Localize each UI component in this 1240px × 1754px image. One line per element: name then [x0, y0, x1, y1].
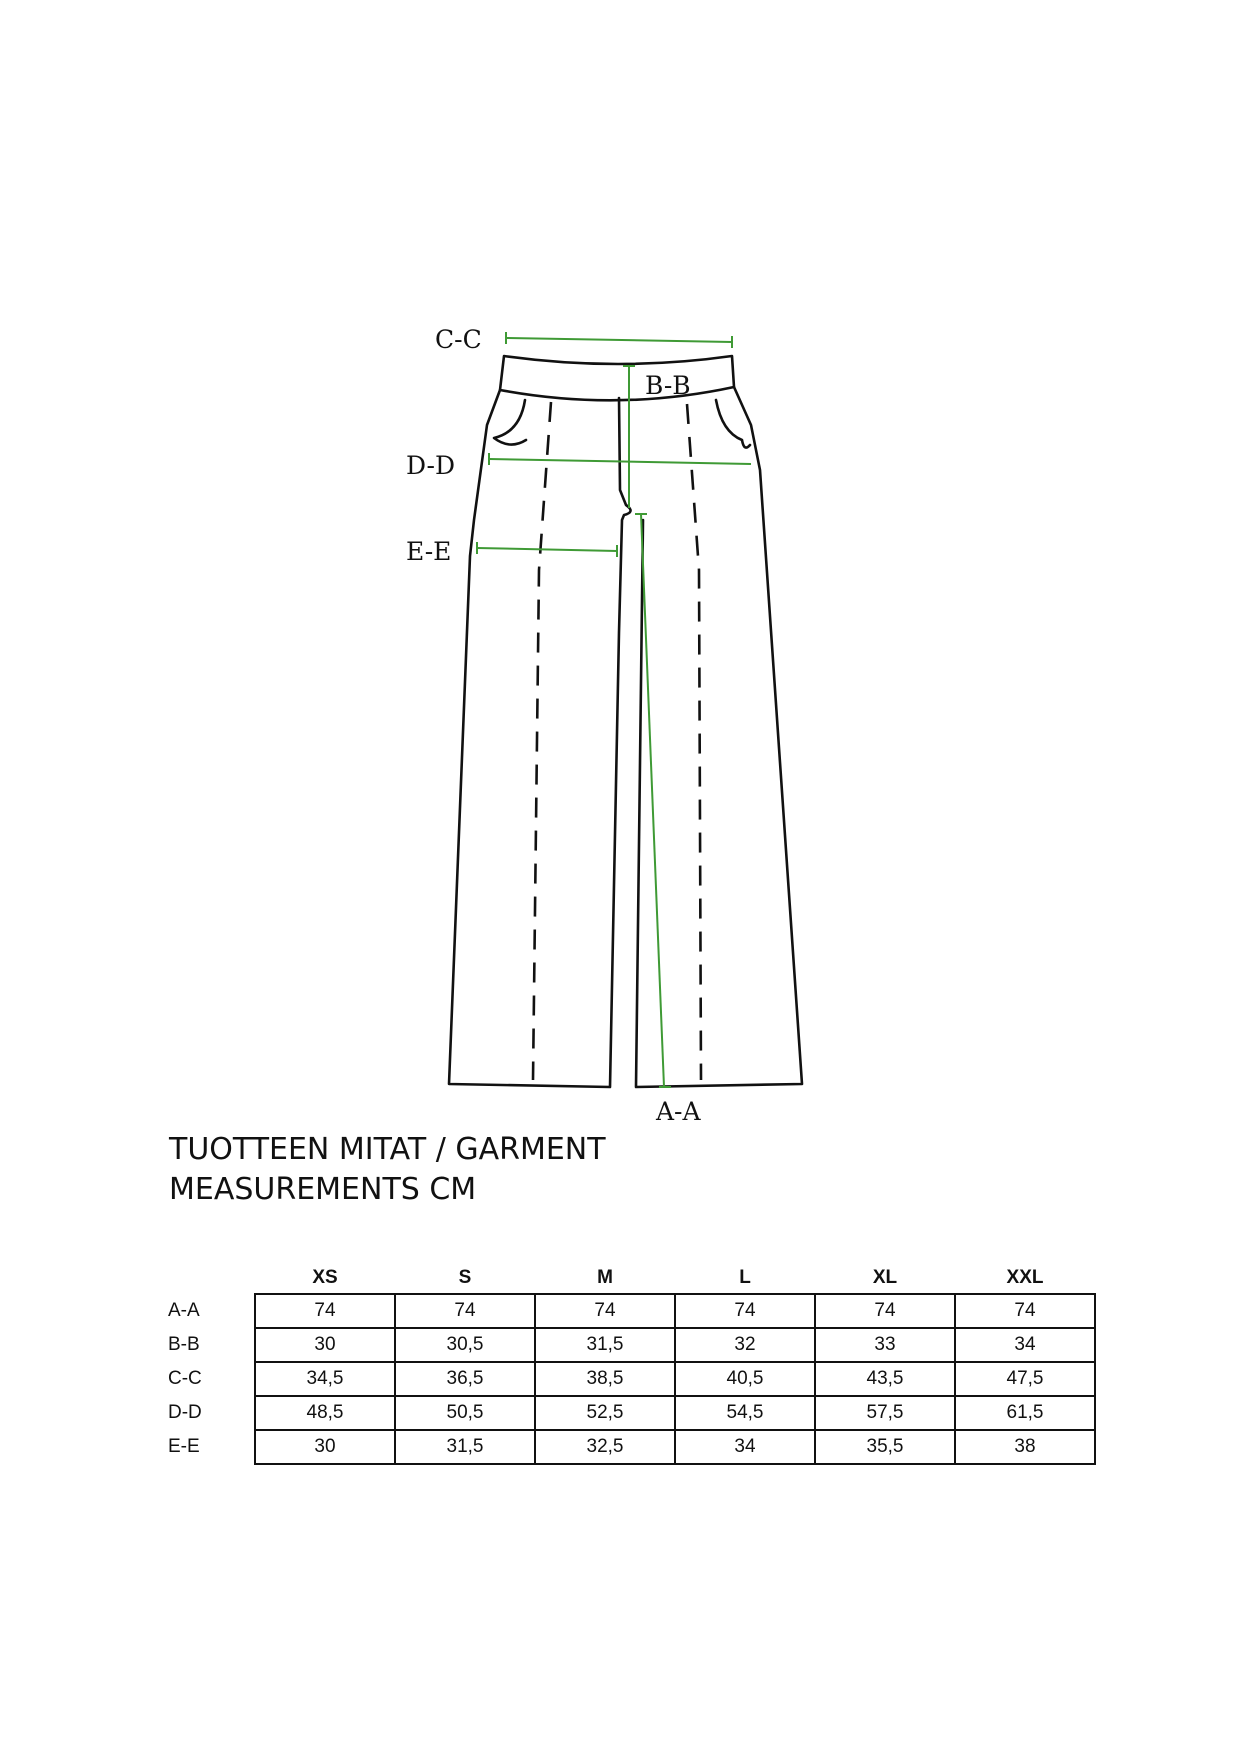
table-cell: 34: [955, 1328, 1095, 1362]
table-cell: 61,5: [955, 1396, 1095, 1430]
left-pocket: [494, 400, 526, 445]
table-cell: 48,5: [255, 1396, 395, 1430]
table-cell: 74: [395, 1294, 535, 1328]
size-measurements-table: [160, 1263, 1096, 1465]
table-cell: 35,5: [815, 1430, 955, 1464]
table-cell: 30: [255, 1328, 395, 1362]
table-cell: 38: [955, 1430, 1095, 1464]
size-header-l: L: [739, 1267, 751, 1288]
table-cell: 36,5: [395, 1362, 535, 1396]
table-cell: 43,5: [815, 1362, 955, 1396]
table-cell: 52,5: [535, 1396, 675, 1430]
row-label: B-B: [168, 1334, 200, 1355]
table-cell: 74: [535, 1294, 675, 1328]
table-row: [160, 1294, 1095, 1328]
size-header-m: M: [597, 1267, 613, 1288]
table-cell: 30,5: [395, 1328, 535, 1362]
label-aa: A-A: [656, 1097, 701, 1126]
table-corner: [160, 1263, 255, 1294]
table-cell: 32,5: [535, 1430, 675, 1464]
measure-line-bb: [623, 366, 635, 508]
table-cell: 74: [255, 1294, 395, 1328]
measure-line-cc: [506, 332, 732, 348]
right-pocket: [716, 400, 750, 448]
row-label: C-C: [168, 1368, 202, 1389]
table-cell: 30: [255, 1430, 395, 1464]
table-row: [160, 1328, 1095, 1362]
table-cell: 74: [815, 1294, 955, 1328]
table-cell: 34,5: [255, 1362, 395, 1396]
label-bb: B-B: [645, 371, 691, 400]
table-row: [160, 1396, 1095, 1430]
size-header-xxl: XXL: [1006, 1267, 1044, 1288]
waistband-outline: [500, 356, 734, 400]
page-title: [169, 1130, 606, 1210]
table-cell: 38,5: [535, 1362, 675, 1396]
table-cell: 50,5: [395, 1396, 535, 1430]
label-dd: D-D: [406, 451, 455, 480]
label-cc: C-C: [435, 325, 482, 354]
size-header-xs: XS: [312, 1267, 338, 1288]
table-cell: 31,5: [535, 1328, 675, 1362]
table-cell: 57,5: [815, 1396, 955, 1430]
table-cell: 33: [815, 1328, 955, 1362]
table-row: [160, 1430, 1095, 1464]
row-label: E-E: [168, 1436, 200, 1457]
label-ee: E-E: [406, 537, 452, 566]
table-cell: 40,5: [675, 1362, 815, 1396]
table-cell: 47,5: [955, 1362, 1095, 1396]
row-label: A-A: [168, 1300, 200, 1321]
row-label: D-D: [168, 1402, 202, 1423]
table-cell: 32: [675, 1328, 815, 1362]
size-header-row: [160, 1263, 1095, 1294]
table-cell: 31,5: [395, 1430, 535, 1464]
table-cell: 74: [675, 1294, 815, 1328]
title-line-1: TUOTTEEN MITAT / GARMENT: [169, 1132, 606, 1167]
left-leg-outline: [449, 390, 631, 1087]
size-header-xl: XL: [872, 1267, 898, 1288]
measure-line-ee: [477, 542, 617, 557]
right-leg-outline: [636, 387, 802, 1087]
table-row: [160, 1362, 1095, 1396]
table-cell: 34: [675, 1430, 815, 1464]
table-cell: 54,5: [675, 1396, 815, 1430]
right-crease-line: [687, 404, 701, 1080]
left-crease-line: [533, 402, 551, 1080]
table-cell: 74: [955, 1294, 1095, 1328]
title-line-2: MEASUREMENTS CM: [169, 1172, 477, 1207]
size-header-s: S: [458, 1267, 472, 1288]
